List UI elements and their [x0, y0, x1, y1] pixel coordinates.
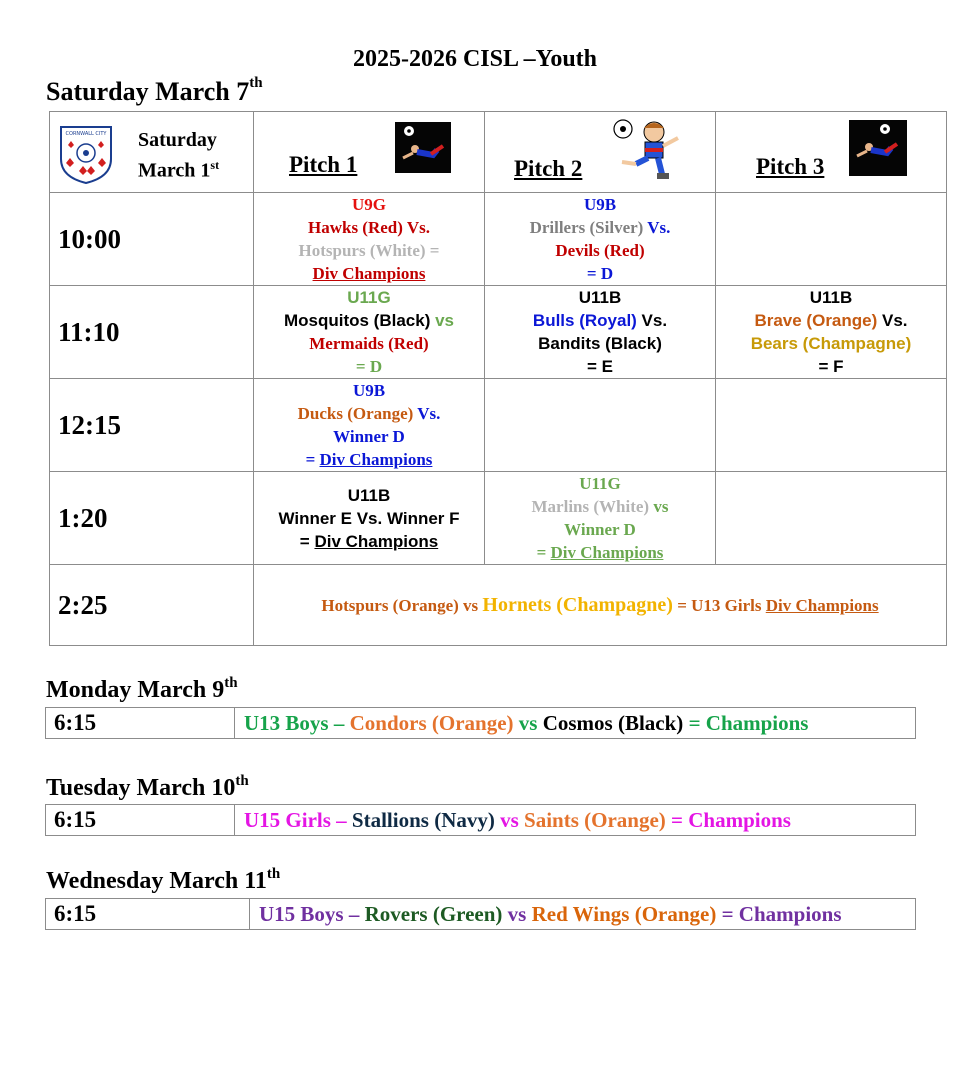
saturday-schedule-table [49, 111, 947, 646]
pitch-2-header: Pitch 2 [485, 112, 716, 193]
match-cell: U11B Bulls (Royal) Vs. Bandits (Black) = E [485, 286, 716, 379]
pitch-3-header: Pitch 3 [716, 112, 947, 193]
page-title: 2025-2026 CISL –Youth [352, 46, 598, 72]
match-cell: U9B Ducks (Orange) Vs. Winner D = Div Champions [254, 379, 485, 472]
time-slot: 6:15 [46, 708, 235, 739]
match-cell: U11B Winner E Vs. Winner F = Div Champions [254, 472, 485, 565]
match-cell: U11B Brave (Orange) Vs. Bears (Champagne) = F [716, 286, 947, 379]
empty-cell [716, 379, 947, 472]
svg-text:CORNWALL CITY: CORNWALL CITY [65, 131, 107, 137]
club-logo [57, 123, 115, 185]
slot-row [46, 805, 916, 836]
kicking-boy-icon [612, 118, 688, 182]
empty-cell [716, 472, 947, 565]
match-cell: U15 Girls – Stallions (Navy) vs Saints (Orange) = Champions [235, 805, 916, 836]
slot-row [50, 472, 947, 565]
match-cell-wide: Hotspurs (Orange) vs Hornets (Champagne) = U13 Girls Div Champions [254, 565, 947, 646]
pitch-1-header: Pitch 1 [254, 112, 485, 193]
soccer-player-icon [849, 120, 907, 176]
slot-row [50, 286, 947, 379]
wednesday-schedule-table [45, 898, 916, 930]
time-slot: 10:00 [50, 193, 254, 286]
empty-cell [485, 379, 716, 472]
match-cell: U13 Boys – Condors (Orange) vs Cosmos (Black) = Champions [235, 708, 916, 739]
header-row [50, 112, 947, 193]
empty-cell [716, 193, 947, 286]
wednesday-heading: Wednesday March 11th [46, 866, 281, 894]
match-cell: U11G Marlins (White) vs Winner D = Div Champions [485, 472, 716, 565]
logo-cell [50, 112, 254, 193]
tuesday-heading: Tuesday March 10th [46, 773, 249, 801]
match-cell: U11G Mosquitos (Black) vs Mermaids (Red) = D [254, 286, 485, 379]
saturday-heading: Saturday March 7th [46, 75, 263, 106]
time-slot: 6:15 [46, 899, 250, 930]
slot-row [46, 708, 916, 739]
slot-row [46, 899, 916, 930]
logo-date-label: Saturday March 1st [138, 129, 220, 182]
time-slot: 12:15 [50, 379, 254, 472]
slot-row [50, 379, 947, 472]
soccer-player-icon [395, 122, 451, 173]
monday-heading: Monday March 9th [46, 675, 238, 703]
time-slot: 11:10 [50, 286, 254, 379]
time-slot: 2:25 [50, 565, 254, 646]
time-slot: 6:15 [46, 805, 235, 836]
match-cell: U15 Boys – Rovers (Green) vs Red Wings (Orange) = Champions [250, 899, 916, 930]
tuesday-schedule-table [45, 804, 916, 836]
slot-row [50, 193, 947, 286]
match-cell: U9G Hawks (Red) Vs. Hotspurs (White) = Div Champions [254, 193, 485, 286]
slot-row [50, 565, 947, 646]
time-slot: 1:20 [50, 472, 254, 565]
match-cell: U9B Drillers (Silver) Vs. Devils (Red) = D [485, 193, 716, 286]
monday-schedule-table [45, 707, 916, 739]
